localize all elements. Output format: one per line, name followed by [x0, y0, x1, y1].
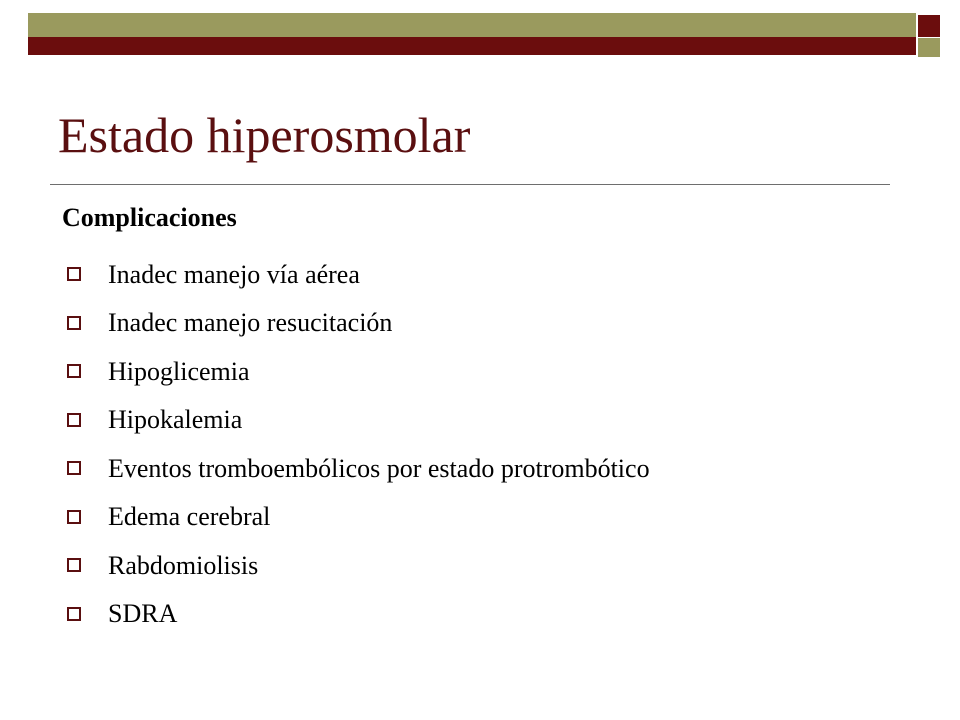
list-item [62, 347, 650, 396]
header-band-maroon [28, 37, 916, 55]
list-item-text: Rabdomiolisis [108, 550, 259, 580]
list-item [62, 590, 650, 639]
slide-title: Estado hiperosmolar [58, 107, 471, 163]
section-subheading: Complicaciones [62, 203, 237, 232]
corner-square-olive [918, 38, 940, 57]
list-item-text: Hipoglicemia [108, 356, 250, 386]
hollow-square-bullet-icon [67, 510, 81, 524]
list-item-text: Edema cerebral [108, 502, 271, 532]
corner-square-maroon [918, 15, 940, 37]
list-item [62, 493, 650, 542]
complications-list [62, 250, 650, 638]
hollow-square-bullet-icon [67, 558, 81, 572]
hollow-square-bullet-icon [67, 461, 81, 475]
list-item-text: Eventos tromboembólicos por estado protrombótico [108, 453, 650, 483]
hollow-square-bullet-icon [67, 364, 81, 378]
list-item [62, 396, 650, 445]
list-item-text: Inadec manejo resucitación [108, 308, 393, 338]
list-item [62, 444, 650, 493]
list-item [62, 250, 650, 299]
hollow-square-bullet-icon [67, 413, 81, 427]
hollow-square-bullet-icon [67, 316, 81, 330]
list-item-text: Hipokalemia [108, 405, 243, 435]
title-divider [50, 184, 890, 185]
header-band-olive [28, 13, 916, 37]
list-item [62, 299, 650, 348]
hollow-square-bullet-icon [67, 607, 81, 621]
list-item [62, 541, 650, 590]
list-item-text: SDRA [108, 599, 178, 629]
hollow-square-bullet-icon [67, 267, 81, 281]
list-item-text: Inadec manejo vía aérea [108, 259, 360, 289]
